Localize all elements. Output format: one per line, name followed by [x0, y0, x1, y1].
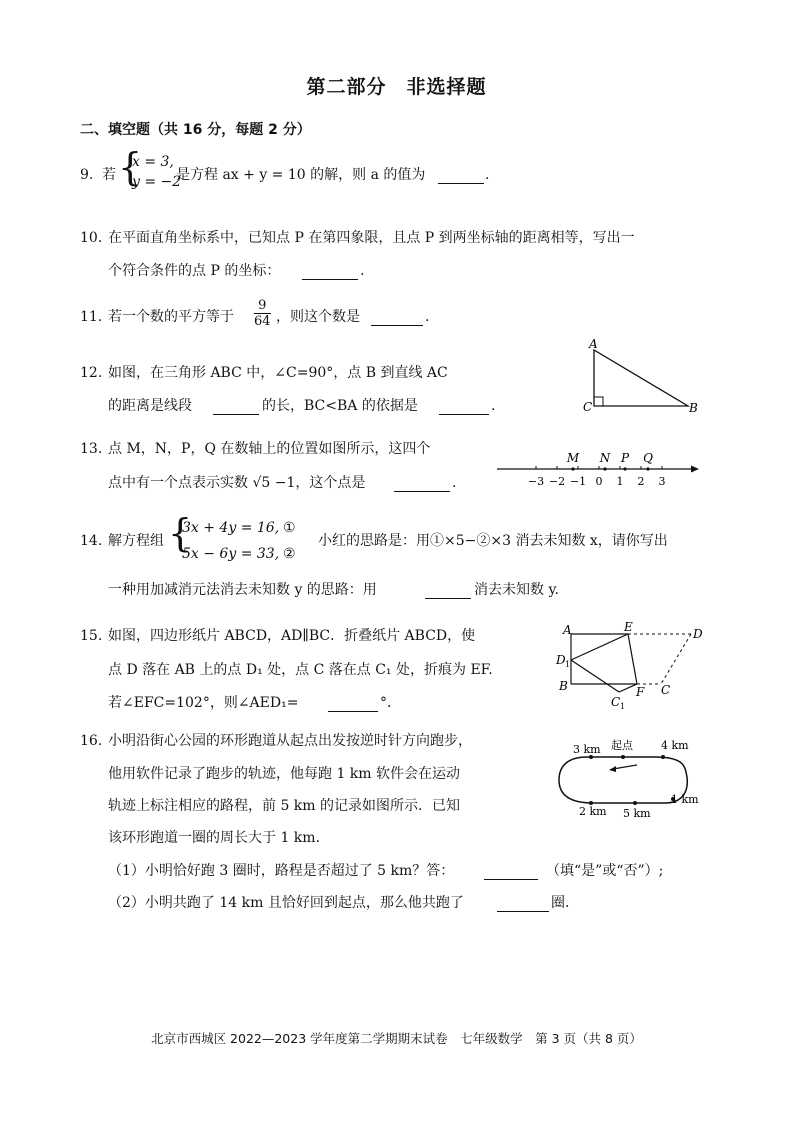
fold-line-ef [628, 634, 637, 684]
q12-number: 12. [80, 365, 103, 381]
q12-line2a: 的距离是线段 [108, 398, 192, 414]
label-c: C [583, 400, 593, 414]
segment-c1f [619, 684, 637, 692]
q14-line1: 小红的思路是：用①×5−②×3 消去未知数 x，请你写出 [318, 533, 668, 549]
q14-pre: 解方程组 [108, 533, 164, 549]
q14-brace: { [168, 511, 193, 555]
tick-label: −3 [527, 475, 545, 488]
q16-line2: 他用软件记录了跑步的轨迹，他每跑 1 km 软件会在运动 [108, 766, 461, 782]
label-b: B [689, 401, 698, 415]
q13-line1: 点 M，N，P，Q 在数轴上的位置如图所示，这四个 [108, 441, 431, 457]
q16-sub2b: 圈. [551, 895, 570, 911]
q12-line2b: 的长，BC<BA 的依据是 [262, 398, 418, 414]
q14-eq1: 3x + 4y = 16, [182, 520, 280, 536]
label-start: 起点 [611, 739, 633, 752]
q15-line2: 点 D 落在 AB 上的点 D₁ 处，点 C 落在点 C₁ 处，折痕为 EF. [108, 662, 493, 678]
q11-fraction [254, 298, 271, 329]
q15-line1: 如图，四边形纸片 ABCD，AD∥BC．折叠纸片 ABCD，使 [108, 628, 476, 644]
q16-answer-blank-1[interactable] [484, 865, 538, 880]
label-c1: C [611, 695, 621, 709]
label-b: B [559, 679, 568, 693]
q16-running-track-figure [555, 735, 705, 820]
q16-answer-blank-2[interactable] [497, 897, 549, 912]
q11-post: ，则这个数是 [276, 309, 360, 325]
label-4km: 4 km [661, 739, 689, 752]
label-1km: 1 km [671, 793, 699, 806]
q10-line2: 个符合条件的点 P 的坐标： [108, 263, 281, 279]
q15-answer-blank[interactable] [328, 697, 378, 712]
label-3km: 3 km [573, 743, 601, 756]
tick-label: −2 [548, 475, 566, 488]
q10-answer-blank[interactable] [302, 265, 358, 280]
q16-line3: 轨迹上标注相应的路程，前 5 km 的记录如图所示．已知 [108, 798, 461, 814]
q11-end: . [425, 309, 430, 325]
section-heading: 二、填空题（共 16 分，每题 2 分） [80, 122, 311, 138]
page-footer: 北京市西城区 2022—2023 学年度第二学期期末试卷 七年级数学 第 3 页（共 8 页） [151, 1031, 642, 1046]
point-label: P [620, 451, 630, 465]
start-point [621, 755, 625, 759]
q14-mark1: ① [283, 520, 296, 536]
label-d: D [693, 627, 703, 641]
q16-sub1a: （1）小明恰好跑 3 圈时，路程是否超过了 5 km？答： [108, 863, 455, 879]
q13-end: . [452, 475, 457, 491]
label-a: A [589, 338, 598, 351]
q13-answer-blank[interactable] [394, 477, 450, 492]
point-label: N [599, 451, 611, 465]
q14-number: 14. [80, 533, 103, 549]
label-d1-subscript: 1 [565, 660, 571, 669]
label-e: E [624, 620, 633, 634]
q14-answer-blank[interactable] [425, 584, 471, 599]
q9-number: 9. [80, 167, 94, 183]
tick-label: −1 [569, 475, 587, 488]
q16-line1: 小明沿街心公园的环形跑道从起点出发按逆时针方向跑步， [108, 733, 472, 749]
q15-line3b: °． [380, 695, 401, 711]
q15-number: 15. [80, 628, 103, 644]
q16-sub1b: （填“是”或“否”）; [546, 863, 664, 879]
q13-line2a: 点中有一个点表示实数 √5 −1，这个点是 [108, 475, 366, 491]
page-title: 第二部分 非选择题 [306, 76, 487, 98]
q15-folding-figure [553, 620, 713, 710]
q9-brace: { [118, 145, 143, 189]
q9-answer-blank[interactable] [438, 169, 484, 184]
q16-sub2a: （2）小明共跑了 14 km 且恰好回到起点，那么他共跑了 [108, 895, 464, 911]
q13-number-line [495, 448, 705, 488]
point-marker [603, 467, 606, 470]
segment-d1c1 [571, 660, 619, 692]
q11-answer-blank[interactable] [371, 311, 423, 326]
q14-mark2: ② [283, 546, 296, 562]
number-line-arrow [691, 466, 699, 473]
q12-answer-blank-1[interactable] [213, 400, 259, 415]
q14-line2a: 一种用加减消元法消去未知数 y 的思路：用 [108, 582, 377, 598]
q14-line2b: 消去未知数 y. [474, 582, 559, 598]
point-marker [623, 467, 626, 470]
q16-line4: 该环形跑道一圈的周长大于 1 km. [108, 830, 321, 846]
point-label: M [566, 451, 580, 465]
dashed-dc [661, 634, 691, 684]
q12-answer-blank-2[interactable] [439, 400, 489, 415]
q9-text: 是方程 ax + y = 10 的解，则 a 的值为 [176, 167, 426, 183]
q9-eq1: x = 3, [132, 154, 174, 170]
label-d1: D [556, 653, 566, 667]
point-label: Q [643, 451, 653, 465]
point-marker [571, 467, 574, 470]
label-5km: 5 km [623, 807, 651, 820]
number-line-points [566, 451, 653, 471]
q12-end: . [491, 398, 496, 414]
q11-pre: 若一个数的平方等于 [108, 309, 234, 325]
q9-pre: 若 [102, 167, 116, 183]
q10-line1: 在平面直角坐标系中，已知点 P 在第四象限，且点 P 到两坐标轴的距离相等，写出一 [108, 230, 635, 246]
label-c: C [661, 683, 671, 697]
q11-number: 11. [80, 309, 103, 325]
q11-frac-denominator: 64 [254, 314, 271, 329]
q13-number: 13. [80, 441, 103, 457]
q9-end: . [485, 167, 490, 183]
q10-end: . [360, 263, 365, 279]
track-path [559, 757, 687, 803]
q12-triangle-figure [580, 338, 700, 418]
label-c1-subscript: 1 [620, 702, 626, 710]
label-f: F [636, 685, 645, 699]
q10-number: 10. [80, 230, 103, 246]
q12-line1: 如图，在三角形 ABC 中，∠C=90°，点 B 到直线 AC [108, 365, 448, 381]
label-a: A [563, 623, 572, 637]
tick-label: 2 [637, 475, 645, 488]
q14-eq2: 5x − 6y = 33, [182, 546, 280, 562]
point-marker [646, 467, 649, 470]
tick-label: 0 [595, 475, 603, 488]
tick-label: 3 [658, 475, 666, 488]
right-angle-mark [594, 397, 603, 406]
direction-arrow-line [613, 765, 637, 769]
tick-label: 1 [616, 475, 624, 488]
direction-arrow-head [609, 766, 616, 772]
q16-number: 16. [80, 733, 103, 749]
q11-frac-numerator: 9 [254, 298, 271, 314]
q15-line3a: 若∠EFC=102°，则∠AED₁= [108, 695, 299, 711]
q9-eq2: y = −2 [132, 174, 182, 190]
segment-ed1 [571, 634, 628, 660]
triangle-abc [594, 350, 688, 406]
marker-4km [661, 755, 665, 759]
marker-5km [633, 801, 637, 805]
label-2km: 2 km [579, 805, 607, 818]
